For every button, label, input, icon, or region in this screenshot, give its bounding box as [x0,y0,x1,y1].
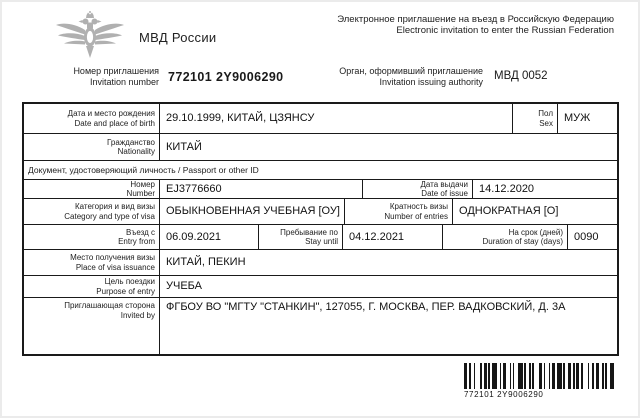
row-purpose [24,275,617,297]
visa-category-value: ОБЫКНОВЕННАЯ УЧЕБНАЯ [ОУ] [159,199,344,224]
entries-value: ОДНОКРАТНАЯ [О] [452,199,617,224]
stay-until-label: Пребывание по Stay until [258,225,342,249]
date-of-issue-value: 14.12.2020 [472,180,617,198]
invitation-fields-table [22,102,619,356]
row-visa-place [24,249,617,275]
duration-value: 0090 [567,225,617,249]
birth-value: 29.10.1999, КИТАЙ, ЦЗЯНСУ [159,104,512,133]
invited-by-label: Приглашающая сторона Invited by [64,301,155,320]
sex-value: МУЖ [557,104,617,133]
stay-until-value: 04.12.2021 [342,225,442,249]
invitation-number-value: 772101 2Y9006290 [168,70,284,84]
mvd-double-headed-eagle-emblem-icon [54,11,126,60]
row-nationality [24,133,617,160]
invited-by-value: ФГБОУ ВО "МГТУ "СТАНКИН", 127055, Г. МОСКВА, ПЕР. ВАДКОВСКИЙ, Д. 3А [159,298,617,354]
birth-label: Дата и место рождения Date and place of birth [67,109,155,128]
purpose-label: Цель поездки Purpose of entry [96,277,155,296]
barcode-caption: 772101 2Y9006290 [464,390,544,399]
row-document-section [24,160,617,179]
document-title [337,14,614,36]
row-invited-by [24,297,617,354]
date-of-issue-label: Дата выдачи Date of issue [362,180,472,198]
sex-label: Пол Sex [512,104,557,133]
row-birth-sex [24,104,617,133]
visa-place-value: КИТАЙ, ПЕКИН [159,250,617,275]
visa-place-label: Место получения визы Place of visa issuance [70,253,155,272]
issuing-authority-label: Орган, оформивший приглашение Invitation issuing authority [339,66,483,87]
row-entry-dates [24,224,617,249]
barcode-block [464,363,615,399]
issuing-authority-value: МВД 0052 [494,70,548,82]
nationality-label: Гражданство Nationality [107,137,155,156]
barcode-icon [464,363,615,389]
purpose-value: УЧЕБА [159,276,617,297]
entries-label: Кратность визы Number of entries [344,199,452,224]
row-visa-category [24,198,617,224]
passport-number-value: EJ3776660 [159,180,362,198]
invitation-number-label: Номер приглашения Invitation number [73,66,159,87]
visa-category-label: Категория и вид визы Category and type of visa [64,202,155,221]
agency-name: МВД России [139,30,217,45]
document-title-en: Electronic invitation to enter the Russian Federation [396,25,614,36]
row-passport [24,179,617,198]
document-title-ru: Электронное приглашение на въезд в Российскую Федерацию [337,14,614,25]
entry-from-value: 06.09.2021 [159,225,258,249]
document-section-header: Документ, удостоверяющий личность / Passport or other ID [28,165,259,175]
entry-from-label: Въезд с Entry from [118,227,155,246]
duration-label: На срок (дней) Duration of stay (days) [442,225,567,249]
passport-number-label: Номер Number [126,180,155,198]
nationality-value: КИТАЙ [159,134,617,160]
